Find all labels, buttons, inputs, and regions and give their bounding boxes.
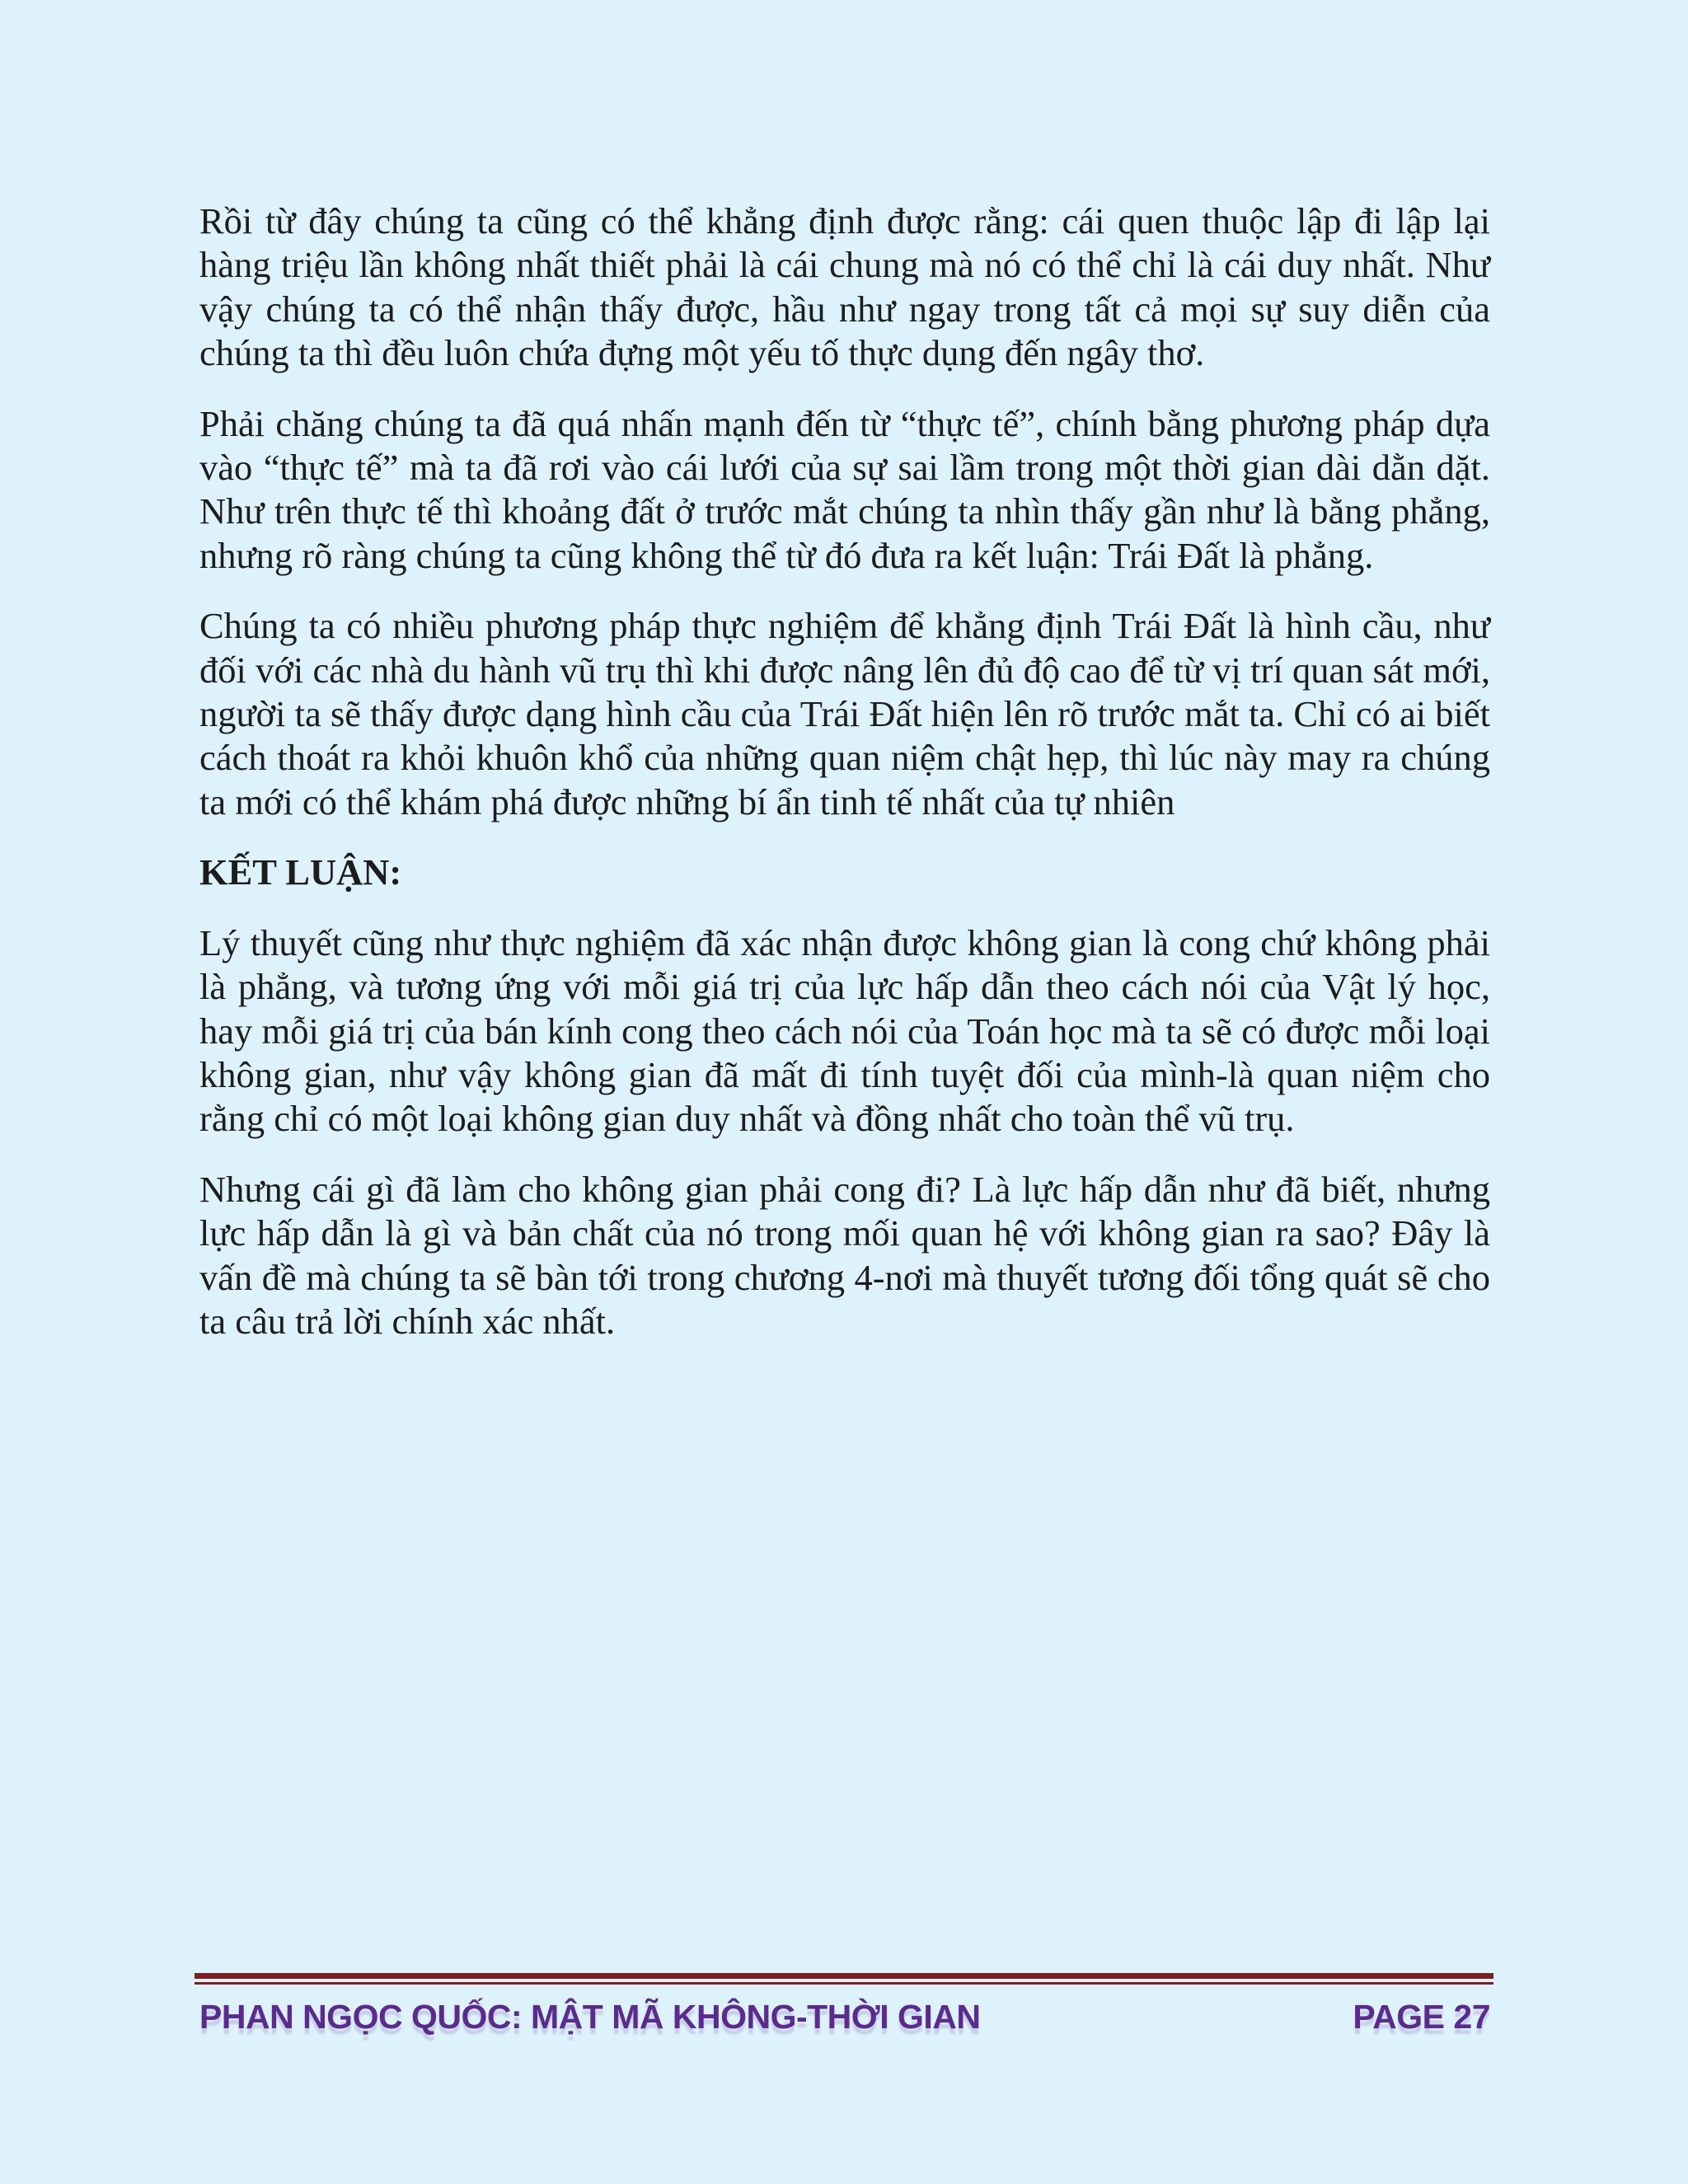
footer-divider-thick: [195, 1973, 1493, 1979]
page-footer: [199, 1988, 1490, 2046]
paragraph-4: Lý thuyết cũng như thực nghiệm đã xác nhận được không gian là cong chứ không phải là phẳng, và tương ứng với mỗi giá trị của lực hấp dẫn theo cách nói của Vật lý học, hay mỗi giá trị của bán kính cong theo cách nói của Toán học mà ta sẽ có được mỗi loại không gian, như vậy không gian đã mất đi tính tuyệt đối của mình-là quan niệm cho rằng chỉ có một loại không gian duy nhất và đồng nhất cho toàn thể vũ trụ.: [199, 921, 1490, 1140]
paragraph-3: Chúng ta có nhiều phương pháp thực nghiệm để khẳng định Trái Đất là hình cầu, như đối với các nhà du hành vũ trụ thì khi được nâng lên đủ độ cao để từ vị trí quan sát mới, người ta sẽ thấy được dạng hình cầu của Trái Đất hiện lên rõ trước mắt ta. Chỉ có ai biết cách thoát ra khỏi khuôn khổ của những quan niệm chật hẹp, thì lúc này may ra chúng ta mới có thể khám phá được những bí ẩn tinh tế nhất của tự nhiên: [199, 605, 1490, 823]
paragraph-2: Phải chăng chúng ta đã quá nhấn mạnh đến từ “thực tế”, chính bằng phương pháp dựa vào “thực tế” mà ta đã rơi vào cái lưới của sự sai lầm trong một thời gian dài dằn dặt. Như trên thực tế thì khoảng đất ở trước mắt chúng ta nhìn thấy gần như là bằng phẳng, nhưng rõ ràng chúng ta cũng không thể từ đó đưa ra kết luận: Trái Đất là phẳng.: [199, 402, 1490, 576]
footer-book-title: PHAN NGỌC QUỐC: MẬT MÃ KHÔNG-THỜI GIAN: [199, 1997, 981, 2036]
footer-divider-thin: [195, 1982, 1493, 1985]
section-heading-conclusion: KẾT LUẬN:: [199, 851, 402, 893]
footer-page-number: PAGE 27: [1353, 1997, 1490, 2036]
paragraph-5: Nhưng cái gì đã làm cho không gian phải cong đi? Là lực hấp dẫn như đã biết, nhưng lực hấp dẫn là gì và bản chất của nó trong mối quan hệ với không gian ra sao? Đây là vấn đề mà chúng ta sẽ bàn tới trong chương 4-nơi mà thuyết tương đối tổng quát sẽ cho ta câu trả lời chính xác nhất.: [199, 1168, 1490, 1342]
page-body: [199, 199, 1490, 1370]
paragraph-1: Rồi từ đây chúng ta cũng có thể khẳng định được rằng: cái quen thuộc lập đi lập lại hàng triệu lần không nhất thiết phải là cái chung mà nó có thể chỉ là cái duy nhất. Như vậy chúng ta có thể nhận thấy được, hầu như ngay trong tất cả mọi sự suy diễn của chúng ta thì đều luôn chứa đựng một yếu tố thực dụng đến ngây thơ.: [199, 200, 1490, 374]
